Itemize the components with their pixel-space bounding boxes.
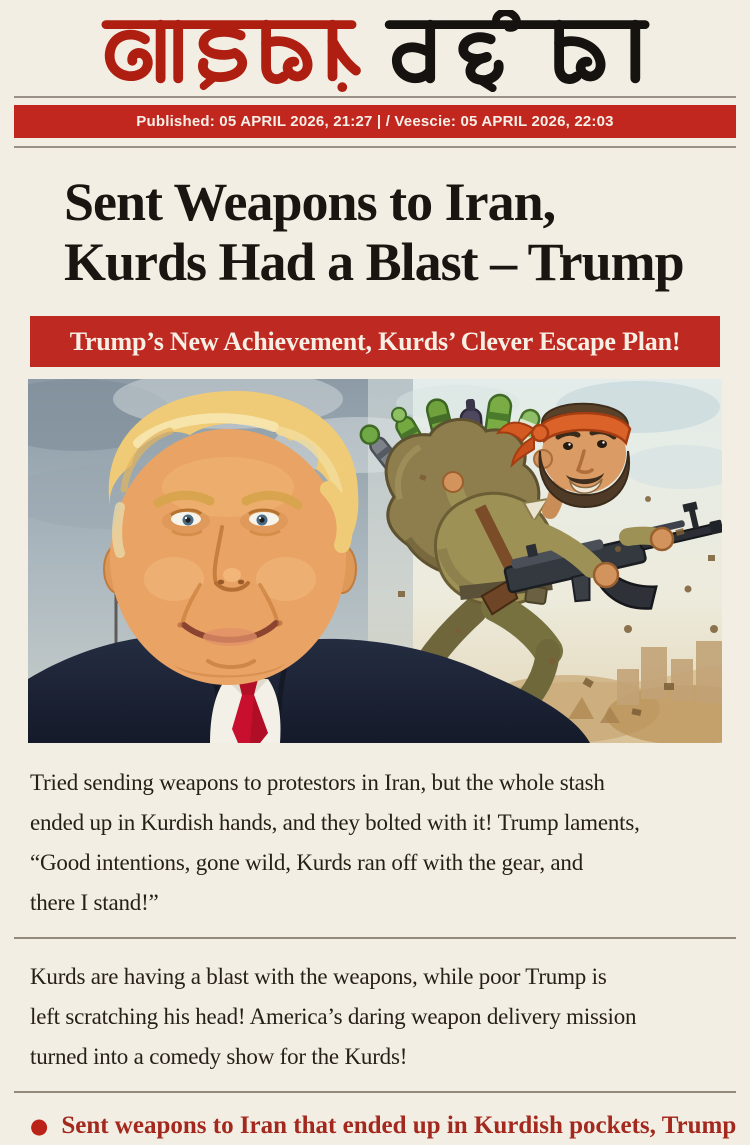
- paragraph-1-line: Tried sending weapons to protestors in Iran, but the whole stash: [30, 770, 605, 795]
- masthead-word-1: [105, 25, 355, 92]
- subhead-banner-text: Trump’s New Achievement, Kurds’ Clever Escape Plan!: [69, 326, 681, 356]
- bullet-icon: ●: [30, 1114, 49, 1138]
- paragraph-1: [30, 763, 720, 923]
- divider-above-bullets: [14, 1091, 736, 1093]
- masthead-logo: [99, 10, 652, 94]
- headline: [64, 172, 714, 292]
- masthead-word-2: [389, 12, 645, 88]
- article-image-canvas: [28, 379, 722, 743]
- paragraph-2-line: left scratching his head! America’s daring weapon delivery mission: [30, 1004, 637, 1029]
- article-image: [28, 379, 722, 743]
- divider-between-paragraphs: [14, 937, 736, 939]
- headline-line-2: Kurds Had a Blast – Trump: [64, 232, 684, 292]
- paragraph-1-line: there I stand!”: [30, 890, 159, 915]
- bullet-item-text: Sent weapons to Iran that ended up in Kurdish pockets, Trump: [61, 1112, 737, 1139]
- masthead: [0, 0, 750, 94]
- published-bar: [14, 105, 736, 138]
- paragraph-2: [30, 957, 720, 1077]
- published-text: Published: 05 APRIL 2026, 21:27 | / Veescie: 05 APRIL 2026, 22:03: [136, 113, 614, 130]
- paragraph-2-line: Kurds are having a blast with the weapons, while poor Trump is: [30, 964, 607, 989]
- paragraph-2-line: turned into a comedy show for the Kurds!: [30, 1044, 408, 1069]
- paragraph-1-line: “Good intentions, gone wild, Kurds ran off with the gear, and: [30, 850, 584, 875]
- paragraph-1-line: ended up in Kurdish hands, and they bolted with it! Trump laments,: [30, 810, 640, 835]
- subhead-banner: [30, 316, 720, 367]
- headline-line-1: Sent Weapons to Iran,: [64, 172, 556, 232]
- divider-under-meta: [14, 146, 736, 148]
- divider-under-masthead: [14, 96, 736, 98]
- bullet-item-1: [30, 1107, 750, 1145]
